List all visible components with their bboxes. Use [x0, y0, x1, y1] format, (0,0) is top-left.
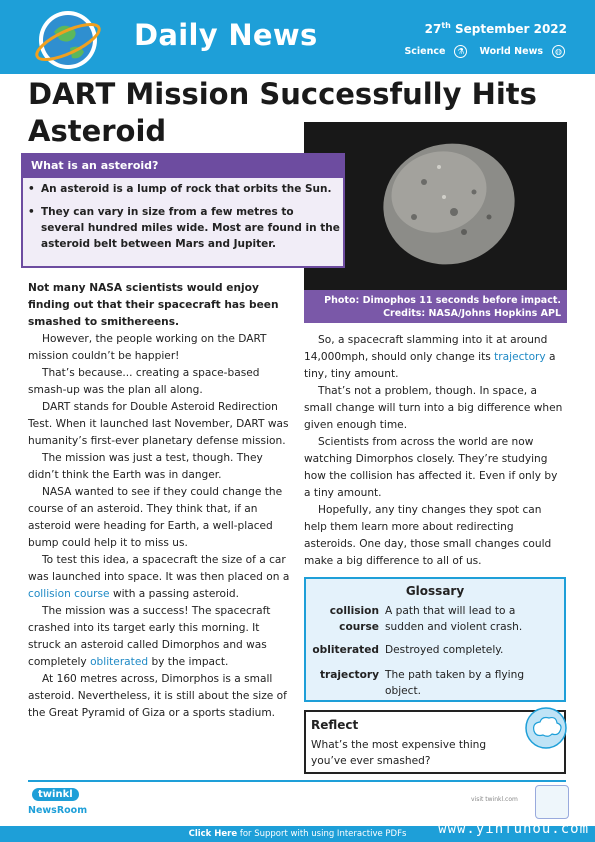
article-paragraph: However, the people working on the DART mission couldn’t be happier!	[28, 333, 267, 362]
reflect-title: Reflect	[311, 718, 359, 732]
article-paragraph: At 160 metres across, Dimorphos is a small asteroid. Nevertheless, it is still about the size of the Great Pyramid of Giza or a sports stadium.	[28, 673, 287, 719]
glossary-link-trajectory[interactable]: trajectory	[494, 351, 546, 363]
article-paragraph: Scientists from across the world are now watching Dimorphos closely. They’re studying how the collision has affected it. Even if only by a tiny amount.	[304, 436, 558, 499]
watermark: www.yinfuhou.com	[438, 821, 589, 837]
article-paragraph: That’s because... creating a space-based smash-up was the plan all along.	[28, 367, 260, 396]
glossary-definition: The path taken by a flying object.	[385, 669, 525, 697]
article-column-left	[28, 280, 290, 722]
article-paragraph: That’s not a problem, though. In space, a small change will turn into a big difference when given enough time.	[304, 385, 563, 431]
info-box-list	[28, 181, 340, 259]
glossary-link-collision-course[interactable]: collision course	[28, 588, 110, 600]
photo-caption: Photo: Dimophos 11 seconds before impact. Credits: NASA/Johns Hopkins APL	[304, 290, 567, 323]
support-link[interactable]: Click Here for Support with using Interactive PDFs	[188, 829, 407, 839]
glossary-term: trajectory	[319, 669, 379, 681]
headline: DART Mission Successfully Hits Asteroid	[28, 77, 537, 148]
category-tags	[404, 45, 565, 58]
glossary-definition: A path that will lead to a sudden and violent crash.	[385, 605, 523, 633]
info-box-title: What is an asteroid?	[21, 153, 345, 178]
glossary-link-obliterated[interactable]: obliterated	[90, 656, 149, 668]
footer-badge-icon	[535, 785, 569, 819]
category-world-news[interactable]: World News	[479, 46, 543, 57]
info-point: • They can vary in size from a few metres to several hundred miles wide. Most are found in the asteroid belt between Mars and Jupiter.	[28, 204, 340, 252]
glossary-title: Glossary	[405, 584, 465, 598]
thought-bubble-icon	[524, 706, 568, 750]
info-point: • An asteroid is a lump of rock that orbits the Sun.	[28, 181, 340, 197]
globe-logo-icon	[32, 4, 104, 76]
flask-icon: ⚗	[454, 45, 467, 58]
article-paragraph: So, a spacecraft slamming into it at around 14,000mph, should only change its trajectory a tiny, tiny amount.	[304, 334, 556, 380]
reflect-question: What’s the most expensive thing you’ve ever smashed?	[311, 739, 487, 767]
glossary-definition: Destroyed completely.	[385, 644, 504, 656]
article-column-right	[304, 332, 566, 570]
article-lead: Not many NASA scientists would enjoy finding out that their spacecraft has been smashed to smithereens.	[28, 282, 279, 328]
article-paragraph: DART stands for Double Asteroid Redirection Test. When it launched last November, DART was humanity’s first-ever planetary defense mission.	[28, 401, 289, 447]
glossary-term: obliterated	[312, 644, 379, 656]
article-paragraph: NASA wanted to see if they could change the course of an asteroid. They think that, if an asteroid were heading for Earth, a well-placed bump could help it to miss us.	[28, 486, 283, 549]
twinkl-newsroom-logo: twinkl NewsRoom	[28, 789, 88, 816]
footer-divider	[28, 780, 566, 782]
article-paragraph: Hopefully, any tiny changes they spot can help them learn more about redirecting asteroids. One day, those small changes could make a big difference to all of us.	[304, 504, 552, 567]
article-paragraph: The mission was a success! The spacecraft crashed into its target early this morning. It struck an asteroid called Dimorphos and was completely obliterated by the impact.	[28, 605, 271, 668]
article-paragraph: To test this idea, a spacecraft the size of a car was launched into space. It was then placed on a collision course with a passing asteroid.	[28, 554, 290, 600]
article-paragraph: The mission was just a test, though. They didn’t think the Earth was in danger.	[28, 452, 263, 481]
app-title: Daily News	[134, 18, 318, 52]
footer-url[interactable]: visit twinkl.com	[471, 796, 518, 803]
globe-icon: ◍	[552, 45, 565, 58]
category-science[interactable]: Science	[404, 46, 446, 57]
glossary-term: collision course	[329, 605, 379, 633]
issue-date: 27th September 2022	[424, 21, 567, 36]
